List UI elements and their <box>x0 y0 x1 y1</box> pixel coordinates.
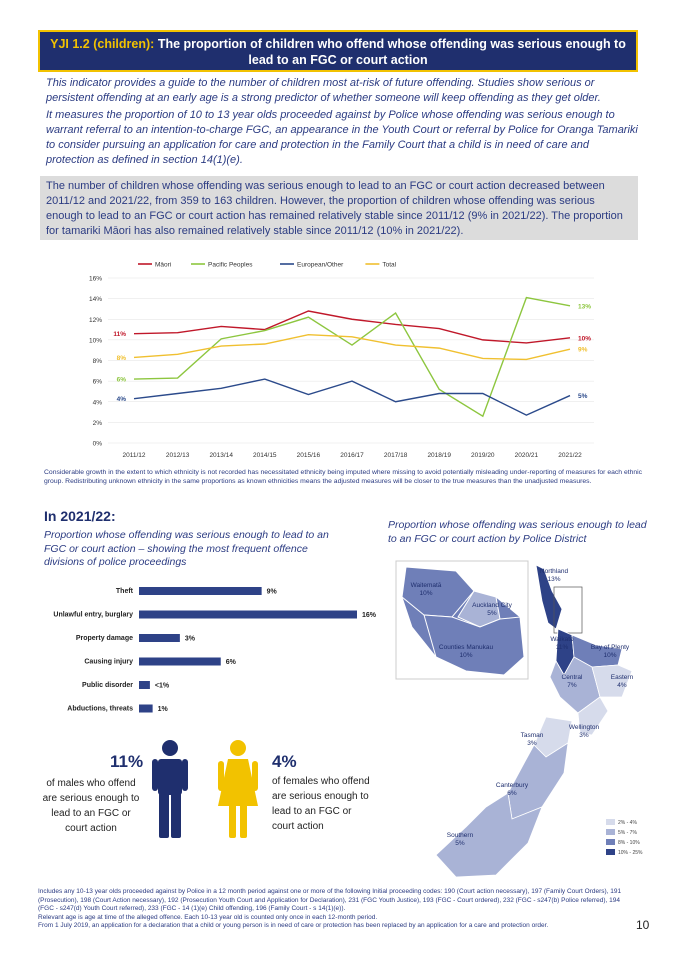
y-tick-label: 12% <box>88 316 102 324</box>
x-tick-label: 2021/22 <box>558 452 582 459</box>
legend-label: 10% - 25% <box>618 850 643 856</box>
series-line <box>134 311 570 343</box>
x-tick-label: 2019/20 <box>471 452 495 459</box>
series-end-label: 10% <box>578 335 592 343</box>
offence-bar-chart <box>0 580 400 720</box>
map-value: 5% <box>455 840 465 847</box>
map-value: 3% <box>579 732 589 739</box>
map-label: Central <box>561 674 583 681</box>
female-figure-icon <box>216 740 260 838</box>
bar <box>139 681 150 689</box>
bars-subtitle: Proportion whose offending was serious enough to lead to an FGC or court action – showing the most frequent offence divisions of police proceedings <box>44 529 329 568</box>
intro-paragraph-2: It measures the proportion of 10 to 13 year olds proceeded against by Police whose offending was serious enough to warrant referral to an intention-to-charge FGC, an appearance in the Youth Court or referral by Police for Oranga Tamariki to consider pursuing an application for care and protection in the Family Court that a child is in need of care and protection as defined in section 14(1)(e). <box>46 109 638 166</box>
map-label: Eastern <box>610 674 634 681</box>
x-tick-label: 2016/17 <box>340 452 364 459</box>
male-text-line: are serious enough to <box>42 793 140 804</box>
bar <box>139 634 180 642</box>
map-value: 10% <box>459 652 473 659</box>
map-value: 4% <box>617 682 627 689</box>
male-stat-text <box>38 776 144 836</box>
legend-swatch <box>606 839 615 845</box>
bar-category-label: Public disorder <box>82 682 133 689</box>
bar-value-label: 3% <box>184 635 195 643</box>
map-subtitle: Proportion whose offending was serious enough to lead to an FGC or court action by Police District <box>388 519 647 545</box>
summary-box: The number of children whose offending was serious enough to lead to an FGC or court action decreased between 2011/12 and 2021/22, from 359 to 163 children. However, the proportion of children whose offending was serious enough to lead to an FGC or court action has remained relatively stable since 2011/12 (9% in 2021/22). The proportion for tamariki Māori has also remained relatively stable since 2011/12 (10% in 2021/22). <box>40 176 638 240</box>
nz-police-district-map <box>396 557 643 885</box>
legend-label: 8% - 10% <box>618 840 640 846</box>
legend-label: Māori <box>155 261 172 269</box>
series-end-label: 9% <box>578 346 588 354</box>
legend-label: Total <box>382 261 397 269</box>
map-label: Wellington <box>568 724 600 731</box>
map-label: Counties Manukau <box>438 644 494 651</box>
female-text-line: court action <box>272 821 324 832</box>
y-tick-label: 2% <box>92 419 102 427</box>
bar-value-label: 9% <box>266 588 277 596</box>
legend-label: 5% - 7% <box>618 830 637 836</box>
map-value: 13% <box>547 576 561 583</box>
map-label: Southern <box>446 832 474 839</box>
map-label: Waikato <box>550 636 574 643</box>
x-tick-label: 2014/15 <box>253 452 277 459</box>
intro-paragraph-1: This indicator provides a guide to the number of children most at-risk of future offending. Studies show serious or persistent offending at an early age is a strong predictor of whether someone will keep offending as they get older. <box>46 77 601 104</box>
map-value: 3% <box>527 740 537 747</box>
bar-value-label: 1% <box>157 706 168 713</box>
female-text-line: lead to an FGC or <box>272 806 352 817</box>
y-tick-label: 8% <box>92 358 102 365</box>
series-start-label: 6% <box>116 376 126 384</box>
map-value: 7% <box>567 682 577 689</box>
line-chart <box>0 250 675 465</box>
x-tick-label: 2017/18 <box>383 452 408 459</box>
male-text-line: of males who offend <box>46 778 136 789</box>
legend-swatch <box>606 829 615 835</box>
series-line <box>134 298 570 417</box>
female-percentage: 4% <box>272 752 297 771</box>
bar <box>139 658 221 666</box>
chart-note: Considerable growth in the extent to which ethnicity is not recorded has necessitated ethnicity being imputed where missing to avoid potentially misleading under-reporting of measures for each ethnic group. Redistributing unknown ethnicity in the same proportions as known ethnicities means the adjusted measures will be closer to the true measures than the unadjusted measures. <box>44 469 643 485</box>
map-value: 10% <box>419 590 433 597</box>
x-tick-label: 2018/19 <box>427 452 451 459</box>
map-value: 10% <box>603 652 617 659</box>
y-tick-label: 4% <box>92 399 102 407</box>
bar-value-label: 16% <box>362 612 377 619</box>
bar-category-label: Abductions, threats <box>67 705 133 713</box>
page-number: 10 <box>636 918 650 932</box>
x-tick-label: 2020/21 <box>514 452 539 459</box>
legend-label: Pacific Peoples <box>208 261 253 269</box>
series-start-label: 4% <box>116 396 126 404</box>
female-text-line: are serious enough to <box>272 791 369 802</box>
legend-swatch <box>606 849 615 855</box>
footnote: Relevant age is age at time of the alleged offence. Each 10-13 year old is counted only once in each 12-month period. <box>38 913 378 921</box>
series-start-label: 8% <box>116 354 126 362</box>
y-tick-label: 16% <box>88 275 102 283</box>
map-label: Waitematā <box>410 582 442 589</box>
indicator-title-text: The proportion of children who offend whose offending was serious enough to lead to an FGC or court action <box>157 37 626 67</box>
male-figure-icon <box>150 740 190 838</box>
legend-label: 2% - 4% <box>618 820 637 826</box>
female-text-line: of females who offend <box>272 776 370 787</box>
indicator-title <box>38 30 638 72</box>
map-value: 11% <box>555 644 569 651</box>
map-label: Auckland City <box>472 602 512 609</box>
legend-label: European/Other <box>297 261 344 269</box>
y-tick-label: 14% <box>88 296 102 304</box>
bar-value-label: 6% <box>225 659 236 666</box>
series-start-label: 11% <box>113 331 126 339</box>
x-tick-label: 2013/14 <box>209 452 233 459</box>
map-label: Tasman <box>520 732 544 739</box>
map-label: Bay of Plenty <box>590 644 630 651</box>
series-end-label: 5% <box>578 393 588 401</box>
footnotes <box>38 888 628 931</box>
male-text-line: lead to an FGC or <box>51 808 131 819</box>
y-tick-label: 0% <box>92 440 102 448</box>
bar-category-label: Unlawful entry, burglary <box>53 611 133 619</box>
footnote: From 1 July 2019, an application for a declaration that a child or young person is in need of care or protection has been replaced by an application for a care and protection order. <box>38 922 549 929</box>
map-label: Northland <box>539 568 569 575</box>
male-percentage: 11% <box>110 752 144 771</box>
y-tick-label: 10% <box>88 337 102 345</box>
canterbury-region <box>508 743 568 819</box>
bar-category-label: Theft <box>115 588 133 595</box>
bar-category-label: Causing injury <box>84 658 133 666</box>
legend-swatch <box>606 819 615 825</box>
series-line <box>134 379 570 415</box>
bar-value-label: <1% <box>154 682 170 690</box>
male-text-line: court action <box>65 823 117 834</box>
series-end-label: 13% <box>578 303 592 311</box>
female-stat-text <box>272 774 392 834</box>
x-tick-label: 2011/12 <box>122 452 146 459</box>
bar-category-label: Property damage <box>75 635 133 642</box>
bar <box>139 611 357 619</box>
y-tick-label: 6% <box>92 378 102 386</box>
x-tick-label: 2015/16 <box>296 452 321 459</box>
map-value: 6% <box>507 790 517 797</box>
indicator-code: YJI 1.2 (children): <box>50 37 155 51</box>
section-title: In 2021/22: <box>44 508 116 524</box>
bar <box>139 587 262 595</box>
footnote: Includes any 10-13 year olds proceeded against by Police in a 12 month period against one or more of the following Initial proceeding codes: 190 (Court action necessary), 197 (Family Court Orders), 191 (Prosecution), 198 (Court Action necessary), 192 (Prosecution Youth Court and Application for Declaration), 231 (FGC Youth Justice), 193 (FGC - Court ordered), 232 (FGC - s247(b) Police referred), 194 (FGC - s247(d) Youth Court referred), 233 (FGC - 14 (1)(e) Child offending, 196 (Family Court - s 14(1)(e)). <box>38 888 622 912</box>
bar <box>139 705 153 713</box>
map-label: Canterbury <box>495 782 529 789</box>
map-value: 5% <box>487 610 497 617</box>
x-tick-label: 2012/13 <box>165 452 190 459</box>
